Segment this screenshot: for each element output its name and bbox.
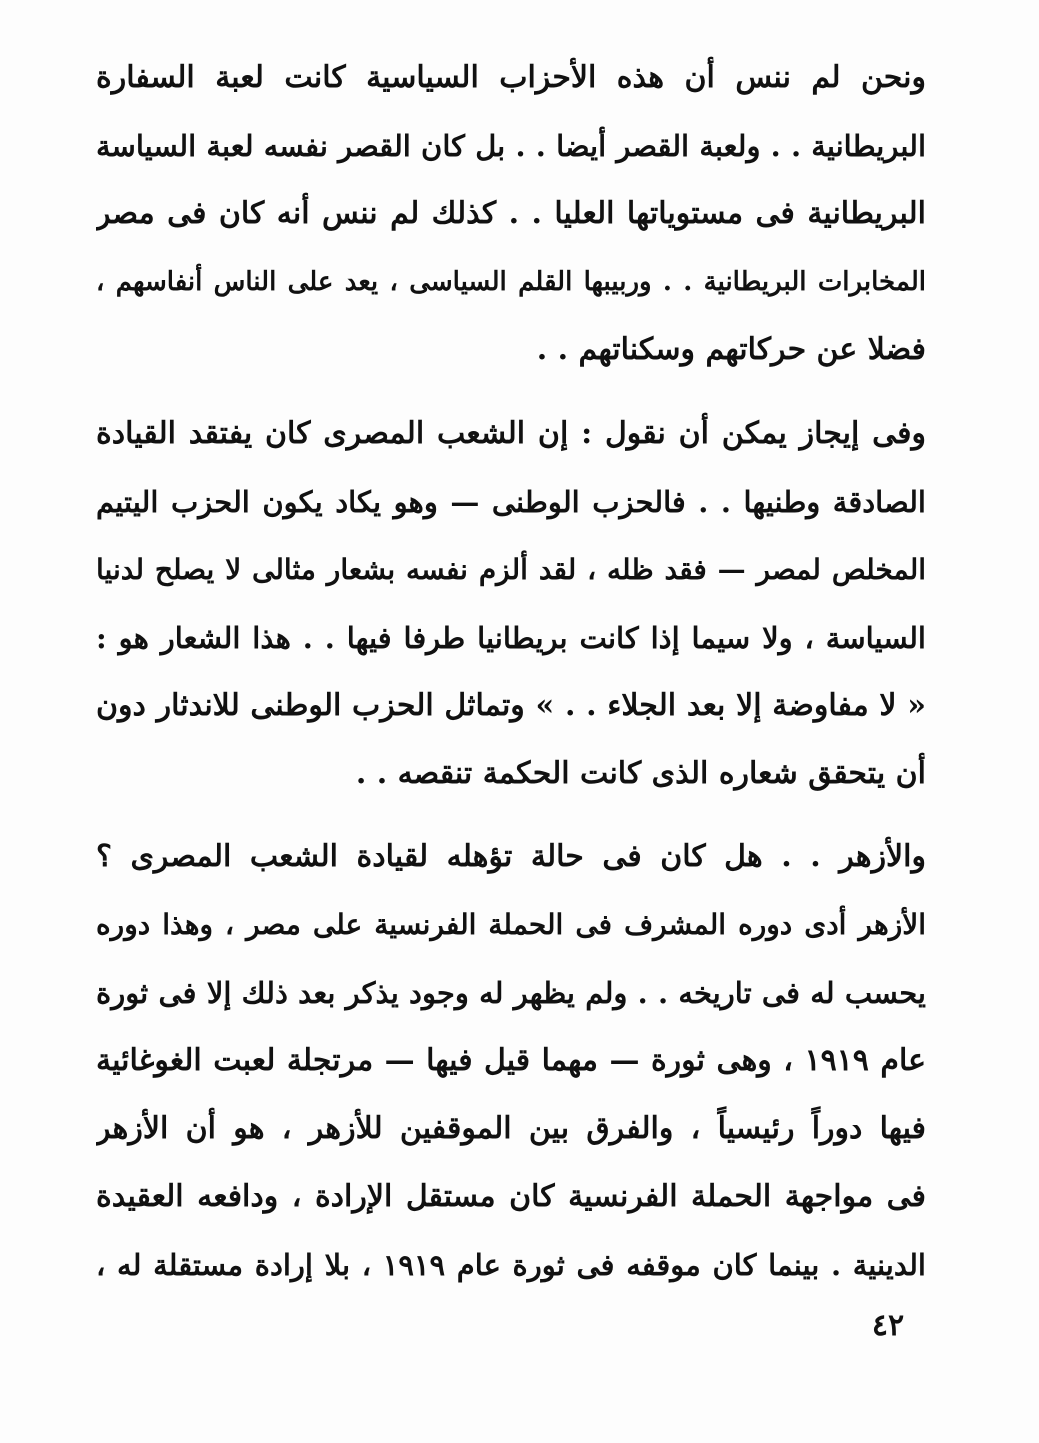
text-line: المخلص لمصر — فقد ظله ، لقد ألزم نفسه بشعار مثالى لا يصلح لدنيا bbox=[96, 553, 926, 586]
text-line: البريطانية فى مستوياتها العليا . . كذلك لم ننس أنه كان فى مصر bbox=[96, 196, 926, 231]
text-line: المخابرات البريطانية . . وربيبها القلم السياسى ، يعد على الناس أنفاسهم ، bbox=[96, 267, 926, 297]
paragraph-1 bbox=[96, 44, 926, 384]
text-line: فيها دوراً رئيسياً ، والفرق بين الموقفين للأزهر ، هو أن الأزهر bbox=[96, 1111, 926, 1146]
paragraph-3 bbox=[96, 823, 926, 1299]
page-number: ٤٢ bbox=[871, 1308, 905, 1343]
text-line: « لا مفاوضة إلا بعد الجلاء . . » وتماثل الحزب الوطنى للاندثار دون bbox=[96, 688, 926, 723]
text-line: أن يتحقق شعاره الذى كانت الحكمة تنقصه . . bbox=[355, 756, 926, 791]
text-line: ونحن لم ننس أن هذه الأحزاب السياسية كانت لعبة السفارة bbox=[96, 60, 926, 95]
text-line: فى مواجهة الحملة الفرنسية كان مستقل الإرادة ، ودافعه العقيدة bbox=[96, 1179, 926, 1214]
text-line: يحسب له فى تاريخه . . ولم يظهر له وجود يذكر بعد ذلك إلا فى ثورة bbox=[96, 976, 926, 1010]
text-line: فضلا عن حركاتهم وسكناتهم . . bbox=[536, 332, 926, 367]
text-line: الأزهر أدى دوره المشرف فى الحملة الفرنسية على مصر ، وهذا دوره bbox=[96, 908, 926, 941]
text-line: الصادقة وطنيها . . فالحزب الوطنى — وهو يكاد يكون الحزب اليتيم bbox=[96, 485, 926, 519]
text-line: وفى إيجاز يمكن أن نقول : إن الشعب المصرى كان يفتقد القيادة bbox=[96, 416, 926, 451]
text-line: البريطانية . . ولعبة القصر أيضا . . بل كان القصر نفسه لعبة السياسة bbox=[96, 129, 926, 163]
text-line: السياسة ، ولا سيما إذا كانت بريطانيا طرفا فيها . . هذا الشعار هو : bbox=[96, 621, 926, 655]
text-line: والأزهر . . هل كان فى حالة تؤهله لقيادة الشعب المصرى ؟ bbox=[96, 839, 926, 874]
text-line: عام ١٩١٩ ، وهى ثورة — مهما قيل فيها — مرتجلة لعبت الغوغائية bbox=[96, 1043, 926, 1078]
paragraph-2 bbox=[96, 400, 926, 808]
text-line: الدينية . بينما كان موقفه فى ثورة عام ١٩١٩ ، بلا إرادة مستقلة له ، bbox=[96, 1248, 926, 1282]
